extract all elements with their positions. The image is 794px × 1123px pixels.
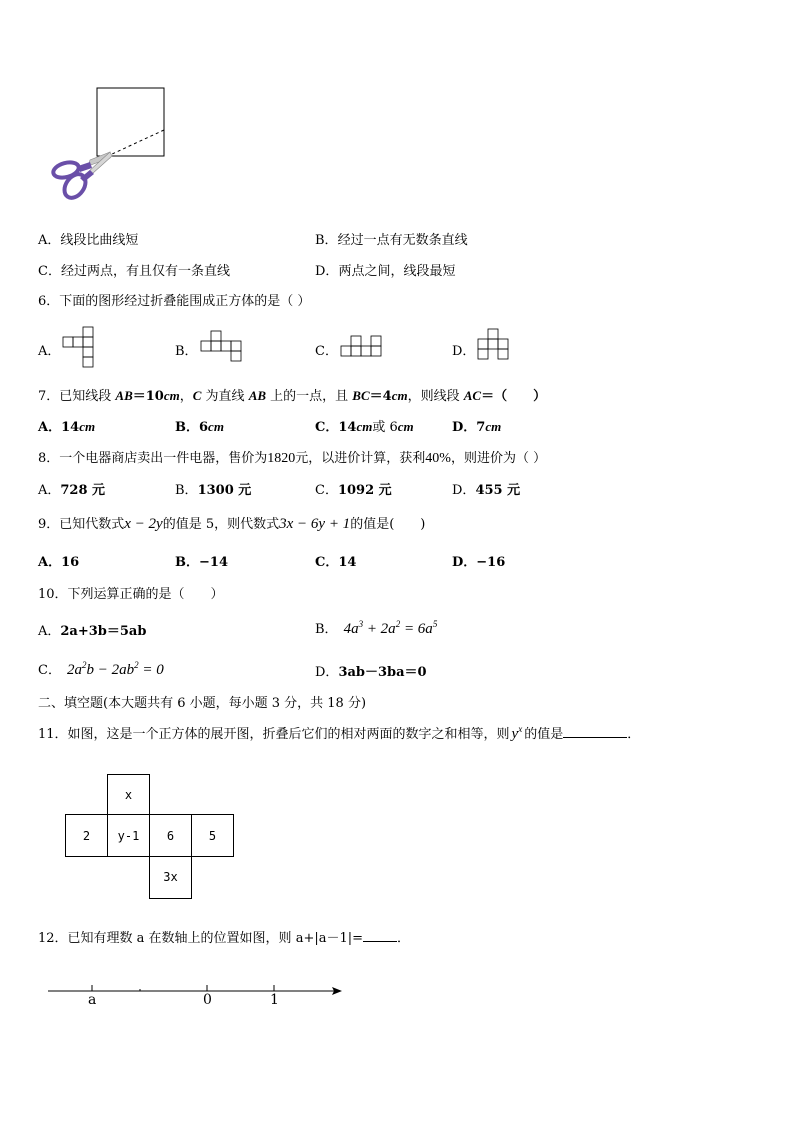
q8-option-b[interactable]: B．1300 元 [175, 483, 252, 498]
q10-option-c[interactable]: C． $2a^2b - 2ab^2 = 0$ [38, 660, 164, 678]
q12-answer-blank[interactable] [363, 929, 397, 942]
q10-option-d[interactable]: D．3ab－3ba＝0 [315, 665, 427, 680]
q11-answer-blank[interactable] [563, 725, 627, 738]
q7-option-a[interactable]: A．14cm [38, 419, 96, 435]
q6-net-b [200, 330, 246, 362]
q6-net-c [340, 335, 384, 359]
q6-label-c[interactable]: C． [315, 344, 338, 359]
q6-label-b[interactable]: B． [175, 344, 198, 359]
q10-option-a[interactable]: A．2a+3b＝5ab [38, 624, 147, 639]
q5-option-a[interactable]: A．线段比曲线短 [38, 233, 139, 248]
q7-option-c[interactable]: C．14cm或 6cm [315, 419, 414, 435]
q9-option-c[interactable]: C．14 [315, 555, 357, 570]
q7-stem: 7．已知线段 AB＝10cm，C 为直线 AB 上的一点，且 BC＝4cm，则线段 AC＝（ ） [38, 388, 547, 404]
q11-stem: 11．如图，这是一个正方体的展开图，折叠后它们的相对两面的数字之和相等，则 $y^x$ 的值是 ． [38, 724, 641, 742]
axis-label-1: 1 [270, 992, 279, 1008]
q5-option-d[interactable]: D．两点之间，线段最短 [315, 264, 456, 279]
q9-option-d[interactable]: D．−16 [452, 555, 506, 570]
net-cell-y-1: y-1 [107, 814, 150, 857]
q10-stem: 10．下列运算正确的是（ ） [38, 587, 224, 602]
q6-net-d [477, 328, 511, 362]
q8-option-a[interactable]: A．728 元 [38, 483, 106, 498]
section-heading-fill-in: 二、填空题(本大题共有 6 小题，每小题 3 分，共 18 分) [38, 696, 367, 711]
q8-stem: 8．一个电器商店卖出一件电器，售价为1820元，以进价计算，获利40%，则进价为（ ） [38, 451, 547, 466]
q8-option-d[interactable]: D．455 元 [452, 483, 521, 498]
q6-net-a [62, 326, 96, 368]
q7-option-d[interactable]: D．7cm [452, 419, 502, 435]
q7-option-b[interactable]: B．6cm [175, 419, 224, 435]
axis-label-0: 0 [203, 992, 212, 1008]
q5-option-c[interactable]: C．经过两点，有且仅有一条直线 [38, 264, 230, 279]
q6-label-d[interactable]: D． [452, 344, 476, 359]
cut-line-dashed [110, 130, 164, 155]
scissors-icon [52, 152, 112, 202]
net-cell-6: 6 [149, 814, 192, 857]
net-cell-x: x [107, 774, 150, 815]
q9-option-a[interactable]: A．16 [38, 555, 80, 570]
q6-label-a[interactable]: A． [38, 344, 61, 359]
q12-stem: 12．已知有理数 a 在数轴上的位置如图，则 a+|a－1|= ． [38, 931, 411, 946]
q5-option-b[interactable]: B．经过一点有无数条直线 [315, 233, 468, 248]
q6-stem: 6．下面的图形经过折叠能围成正方体的是（ ） [38, 294, 311, 309]
axis-label-a: a [88, 992, 97, 1008]
q10-option-b[interactable]: B． $4a^3 + 2a^2 = 6a^5$ [315, 619, 438, 637]
net-cell-3x: 3x [149, 856, 192, 899]
q9-option-b[interactable]: B．−14 [175, 555, 228, 570]
net-cell-2: 2 [65, 814, 108, 857]
scissors-figure [40, 80, 180, 210]
net-cell-5: 5 [191, 814, 234, 857]
q8-option-c[interactable]: C．1092 元 [315, 483, 392, 498]
q9-stem: 9．已知代数式x − 2y的值是 5，则代数式3x − 6y + 1的值是( ) [38, 516, 426, 532]
